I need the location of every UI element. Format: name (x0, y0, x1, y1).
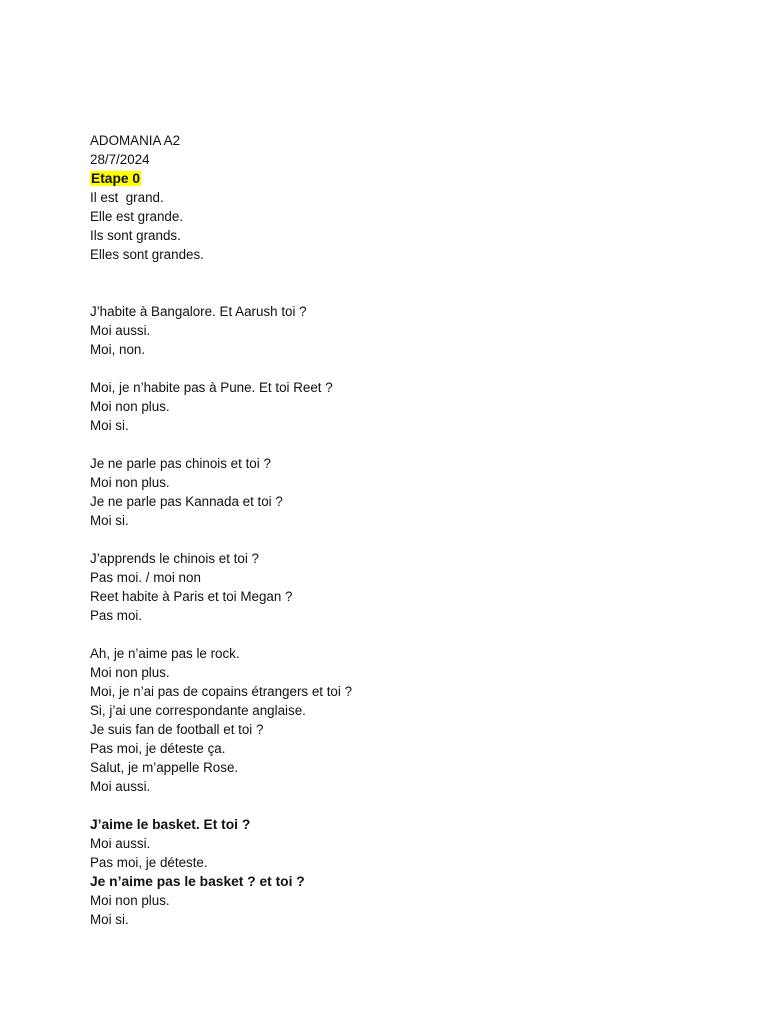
text-line: Moi si. (90, 513, 129, 528)
text-line: J’habite à Bangalore. Et Aarush toi ? (90, 304, 307, 319)
text-line: Salut, je m’appelle Rose. (90, 760, 239, 775)
text-line: Moi, je n’ai pas de copains étrangers et toi ? (90, 684, 353, 699)
text-line: Reet habite à Paris et toi Megan ? (90, 589, 293, 604)
heading-highlight: Etape 0 (91, 171, 141, 186)
text-line: Pas moi. (90, 608, 143, 623)
text-line: Je ne parle pas chinois et toi ? (90, 456, 271, 471)
text-line: Moi aussi. (90, 323, 151, 338)
text-line: Elle est grande. (90, 209, 184, 224)
text-line: Moi, non. (90, 342, 146, 357)
text-line: Moi non plus. (90, 399, 170, 414)
document-title: ADOMANIA A2 (90, 133, 181, 148)
text-line: Je ne parle pas Kannada et toi ? (90, 494, 283, 509)
blank-line (90, 264, 710, 283)
document-body (90, 131, 710, 929)
text-line: J’apprends le chinois et toi ? (90, 551, 259, 566)
text-line: Moi si. (90, 418, 129, 433)
text-line: Si, j’ai une correspondante anglaise. (90, 703, 306, 718)
blank-line (90, 530, 710, 549)
bold-line: J’aime le basket. Et toi ? (90, 817, 251, 832)
text-line: Moi non plus. (90, 475, 170, 490)
text-line: Moi non plus. (90, 893, 170, 908)
text-line: Moi non plus. (90, 665, 170, 680)
blank-line (90, 796, 710, 815)
blank-line (90, 435, 710, 454)
text-line: Ah, je n’aime pas le rock. (90, 646, 240, 661)
text-line: Pas moi. / moi non (90, 570, 201, 585)
bold-line: Je n’aime pas le basket ? et toi ? (90, 874, 305, 889)
section-heading (90, 169, 710, 188)
blank-line (90, 625, 710, 644)
text-line: Il est grand. (90, 190, 164, 205)
text-line: Je suis fan de football et toi ? (90, 722, 264, 737)
document-date: 28/7/2024 (90, 152, 150, 167)
text-line: Ils sont grands. (90, 228, 181, 243)
text-line: Moi aussi. (90, 779, 151, 794)
blank-line (90, 283, 710, 302)
text-line: Moi aussi. (90, 836, 151, 851)
text-line: Pas moi, je déteste. (90, 855, 208, 870)
text-line: Moi si. (90, 912, 129, 927)
text-line: Pas moi, je déteste ça. (90, 741, 226, 756)
blank-line (90, 359, 710, 378)
text-line: Elles sont grandes. (90, 247, 204, 262)
text-line: Moi, je n’habite pas à Pune. Et toi Reet ? (90, 380, 333, 395)
